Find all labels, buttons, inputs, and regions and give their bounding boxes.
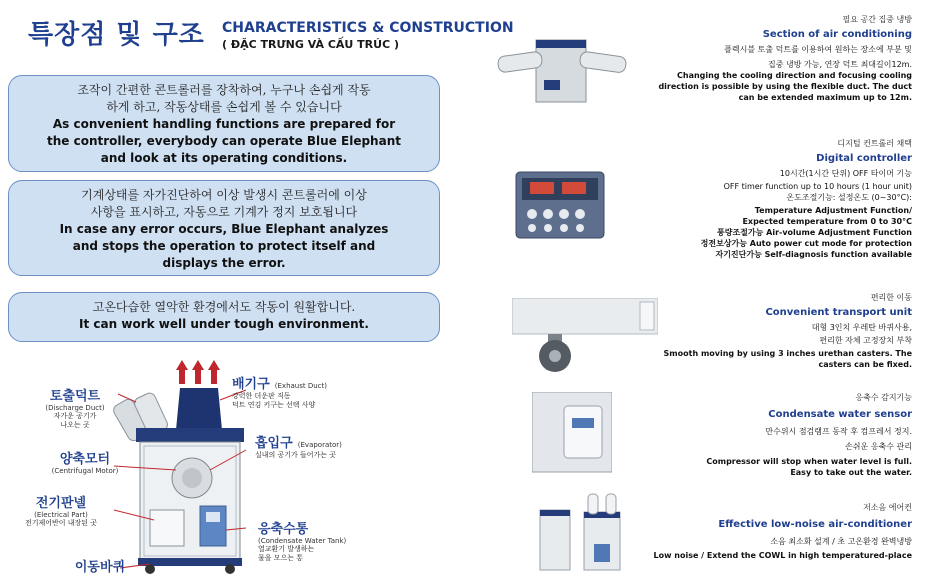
feature-ko-line: 기계상태를 자가진단하여 이상 발생시 콘트롤러에 이상 (81, 188, 367, 202)
feature-ko-line: 사항을 표시하고, 자동으로 기계가 정지 보호됩니다 (90, 205, 358, 219)
label-casters (60, 556, 140, 575)
section-text: 플렉시블 토출 덕트를 이용하여 원하는 장소에 부분 및 (724, 45, 912, 54)
section-text: 정전보상가능 Auto power cut mode for protection (700, 239, 912, 248)
section-text: OFF timer function up to 10 hours (1 hour unit) (723, 182, 912, 191)
water-tank-photo (532, 392, 612, 474)
label-en: (Exhaust Duct) (274, 382, 328, 390)
section-text: 대형 3인치 우레탄 바퀴사용, (811, 323, 912, 332)
label-condensate-water-tank (258, 518, 368, 563)
section-ko-heading: 응축수 감지기능 (855, 393, 912, 402)
feature-ko-line: 고온다습한 열악한 환경에서도 작동이 원활합니다. (92, 300, 356, 314)
section-text: 온도조절기능: 설정온도 (0~30°C): (786, 193, 912, 202)
section-text: 풍량조절가능 Air-volume Adjustment Function (716, 228, 912, 237)
section-text: Compressor will stop when water level is full. (706, 457, 912, 466)
label-en: (Electrical Part) (34, 511, 88, 519)
section-low-noise (612, 502, 912, 561)
section-text: 자기진단가능 Self-diagnosis function available (715, 250, 912, 259)
section-text: Temperature Adjustment Function/ (754, 206, 912, 215)
section-text: 편리한 자체 고정장치 부착 (819, 336, 912, 345)
feature-en-line: the controller, everybody can operate Blue Elephant (47, 134, 401, 148)
section-text: 손쉬운 응축수 관리 (845, 442, 912, 451)
section-text: Changing the cooling direction and focusing cooling (677, 71, 912, 80)
label-ko: 흡입구 (255, 436, 293, 451)
label-centrifugal-motor (40, 448, 130, 475)
section-en-heading: Convenient transport unit (765, 307, 912, 318)
feature-box-tough-environment (8, 292, 440, 342)
feature-en-line: displays the error. (162, 256, 286, 270)
section-text: direction is possible by using the flexible duct. The duct (658, 82, 912, 91)
section-en-heading: Digital controller (816, 153, 912, 164)
label-ko: 이동바퀴 (74, 560, 126, 575)
section-ko-heading: 저소음 에어컨 (863, 503, 912, 512)
section-text: Expected temperature from 0 to 30°C (742, 217, 912, 226)
label-ko: 응축수통 (258, 522, 309, 537)
section-air-conditioning (612, 14, 912, 103)
label-desc: 강력한 더운판 직동 (232, 392, 291, 400)
label-electrical-part (6, 492, 116, 528)
duct-unit-photo (492, 34, 632, 108)
section-ko-heading: 디지털 컨트롤러 채택 (837, 139, 912, 148)
label-en: (Evaporator) (297, 441, 342, 449)
section-text: Smooth moving by using 3 inches urethan casters. The (663, 349, 912, 358)
label-desc: 전기제어반이 내장된 곳 (24, 519, 98, 527)
feature-en-line: and stops the operation to protect itself and (72, 239, 376, 253)
label-desc: 나오는 곳 (60, 421, 90, 429)
section-text: Easy to take out the water. (790, 468, 912, 477)
label-desc: 실내의 공기가 들어가는 곳 (255, 451, 337, 459)
section-text: 만수위시 점검램프 동작 후 컴프레서 정지. (765, 427, 912, 436)
label-ko: 토출덕트 (49, 389, 101, 404)
section-digital-controller (612, 138, 912, 260)
label-ko: 배기구 (232, 377, 270, 392)
page-title-vietnamese: ( ĐẶC TRƯNG VÀ CẤU TRÚC ) (222, 38, 400, 51)
feature-box-self-diagnosis (8, 180, 440, 276)
section-condensate-sensor (612, 392, 912, 478)
feature-en-line: In case any error occurs, Blue Elephant analyzes (59, 222, 389, 236)
label-evaporator (255, 432, 375, 460)
label-en: (Discharge Duct) (45, 404, 105, 412)
label-desc: 열교환기 발생하는 (258, 545, 315, 553)
exhaust-arrows (176, 360, 220, 384)
air-conditioner-diagram-illustration (110, 360, 250, 574)
section-en-heading: Section of air conditioning (762, 29, 912, 40)
feature-ko-line: 조작이 간편한 콘트롤러를 장착하여, 누구나 손쉽게 작동 (77, 83, 371, 97)
section-en-heading: Condensate water sensor (768, 409, 912, 420)
feature-en-line: and look at its operating conditions. (100, 151, 348, 165)
feature-box-controller (8, 75, 440, 172)
section-en-heading: Effective low-noise air-conditioner (718, 519, 912, 530)
label-exhaust-duct (232, 373, 352, 410)
section-text: casters can be fixed. (818, 360, 912, 369)
label-desc: 물을 모으는 통 (258, 554, 304, 562)
label-discharge-duct (40, 385, 110, 430)
label-desc: 덕트 연김 키구는 선택 사양 (232, 401, 316, 409)
section-text: Low noise / Extend the COWL in high temperatured-place (653, 551, 912, 560)
section-text: 집중 냉방 가능, 연장 덕트 최대길이12m. (768, 60, 912, 69)
label-en: (Centrifugal Motor) (51, 467, 119, 475)
section-ko-heading: 편리한 이동 (870, 293, 912, 302)
label-ko: 전기판넬 (35, 496, 87, 511)
feature-ko-line: 하게 하고, 작동상태를 손쉽게 볼 수 있습니다 (106, 100, 342, 114)
digital-controller-photo (514, 170, 606, 240)
section-text: 10시간(1시간 단위) OFF 타이머 기능 (779, 169, 912, 178)
page-title-english: CHARACTERISTICS & CONSTRUCTION (222, 20, 514, 36)
section-text: can be extended maximum up to 12m. (738, 93, 912, 102)
label-desc: 자가운 공기가 (53, 412, 97, 420)
label-ko: 양축모터 (59, 452, 111, 467)
section-ko-heading: 필요 공간 집중 냉방 (842, 15, 912, 24)
section-transport-unit (612, 292, 912, 370)
page-title-korean: 특장점 및 구조 (28, 20, 205, 50)
label-en: (Condensate Water Tank) (258, 537, 347, 545)
feature-en-line: As convenient handling functions are prepared for (52, 117, 396, 131)
feature-en-line: It can work well under tough environment. (79, 317, 369, 331)
section-text: 소음 최소화 설계 / 초 고온환경 완벽냉방 (770, 537, 912, 546)
